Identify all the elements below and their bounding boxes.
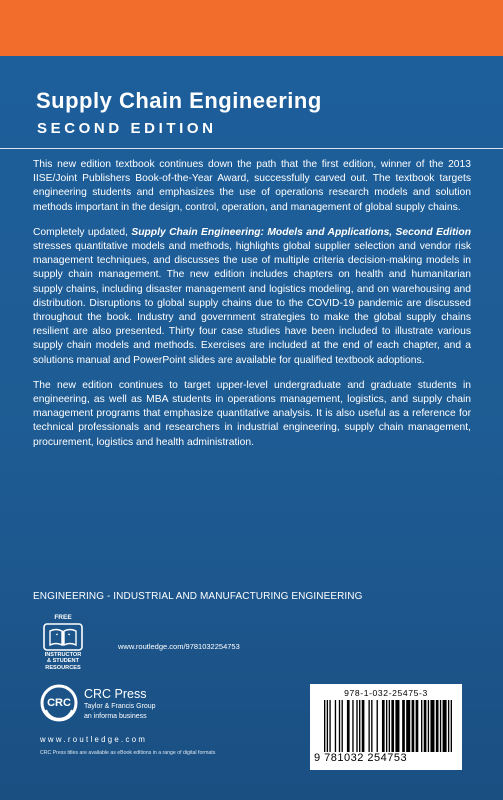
barcode-bar	[424, 700, 427, 752]
barcode-bar	[335, 700, 336, 752]
barcode-bar	[436, 700, 439, 752]
barcode-bar	[402, 700, 405, 752]
barcode-bar	[356, 700, 357, 752]
barcode-bar	[362, 700, 365, 752]
barcode-bar	[339, 700, 340, 752]
barcode-bar	[329, 700, 330, 752]
publisher-group: Taylor & Francis Group	[84, 703, 156, 710]
publisher-tagline: an informa business	[84, 713, 147, 720]
barcode-bar	[352, 700, 353, 752]
barcode-bar	[448, 700, 449, 752]
publisher-name: CRC Press	[84, 687, 147, 701]
barcode-bar	[430, 700, 434, 752]
blurb-book-title: Supply Chain Engineering: Models and Applications, Second Edition	[131, 226, 471, 238]
barcode-bar	[359, 700, 360, 752]
crc-logo-icon	[40, 684, 78, 722]
barcode-bar	[382, 700, 385, 752]
resources-line-1: INSTRUCTOR	[44, 652, 82, 658]
top-color-band	[0, 0, 503, 56]
ebook-note: CRC Press titles are available as eBook editions in a range of digital formats	[40, 750, 216, 756]
resources-line-2: & STUDENT	[46, 658, 79, 665]
barcode-bar	[421, 700, 422, 752]
barcode-bar	[395, 700, 399, 752]
book-title: Supply Chain Engineering	[36, 88, 322, 113]
barcode-bar	[406, 700, 410, 752]
barcode-bar	[324, 700, 325, 752]
barcode-bar	[428, 700, 429, 752]
isbn-number: 978-1-032-25475-3	[344, 688, 428, 698]
back-cover-blurb	[33, 158, 471, 461]
blurb-paragraph-1: This new edition textbook continues down the path that the first edition, winner of the 2013 IISE/Joint Publishers Book-of-the-Year Award, successfully carved out. The textbook targets engineering students and emphasizes the use of operations research models and solution methods important in the design, control, operation, and management of global supply chains.	[33, 159, 471, 213]
free-resources-badge	[33, 614, 93, 678]
barcode-bar	[371, 700, 372, 752]
isbn-barcode	[310, 684, 462, 770]
blurb-lead: Completely updated,	[33, 226, 132, 238]
blurb-paragraph-2	[33, 226, 471, 368]
publisher-block	[40, 684, 240, 732]
barcode-bar	[451, 700, 452, 752]
blurb-body: stresses quantitative models and methods, highlights global supplier selection and vendor risk management techniques, and discusses the use of multiple criteria decision-making models in supply chain management. The new edition includes chapters on health and humanitarian supply chains, including disaster management and logistics modeling, and on warehousing and distribution. Disruptions to global supply chains due to the COVID-19 pandemic are discussed throughout the book. Industry and government strategies to make the global supply chains resilient are also presented. Thirty four case studies have been included to illustrate various supply chain models and methods. Exercises are included at the end of each chapter, and a solutions manual and PowerPoint slides are available for qualified textbook adoptions.	[33, 241, 471, 366]
subject-category: ENGINEERING - INDUSTRIAL AND MANUFACTURING ENGINEERING	[33, 591, 363, 602]
resources-url[interactable]: www.routledge.com/9781032254753	[118, 642, 240, 651]
barcode-bar	[391, 700, 394, 752]
edition-label: SECOND EDITION	[37, 120, 217, 137]
barcode-bar	[377, 700, 378, 752]
barcode-bar	[342, 700, 343, 752]
resources-line-3: RESOURCES	[45, 664, 81, 671]
crc-logo-text: CRC	[47, 697, 71, 709]
barcode-bar	[368, 700, 369, 752]
barcode-bar	[440, 700, 441, 752]
free-label: FREE	[54, 614, 72, 621]
barcode-bar	[327, 700, 328, 752]
barcode-bar	[416, 700, 419, 752]
barcode-bar	[412, 700, 415, 752]
ean-digits: 9 781032 254753	[314, 752, 408, 764]
open-book-icon	[43, 623, 83, 651]
barcode-bar	[386, 700, 387, 752]
barcode-bar	[389, 700, 390, 752]
title-divider	[0, 148, 503, 149]
barcode-bar	[443, 700, 447, 752]
barcode-bars	[324, 700, 452, 752]
barcode-bar	[347, 700, 350, 752]
blurb-paragraph-3: The new edition continues to target upper-level undergraduate and graduate students in engineering, as well as MBA students in operations management, logistics, and supply chain management programs that emphasize quantitative analysis. It is also useful as a reference for technical professionals and researchers in industrial engineering, supply chain management, procurement, logistics and health administration.	[33, 379, 471, 448]
publisher-website[interactable]: www.routledge.com	[40, 735, 148, 744]
